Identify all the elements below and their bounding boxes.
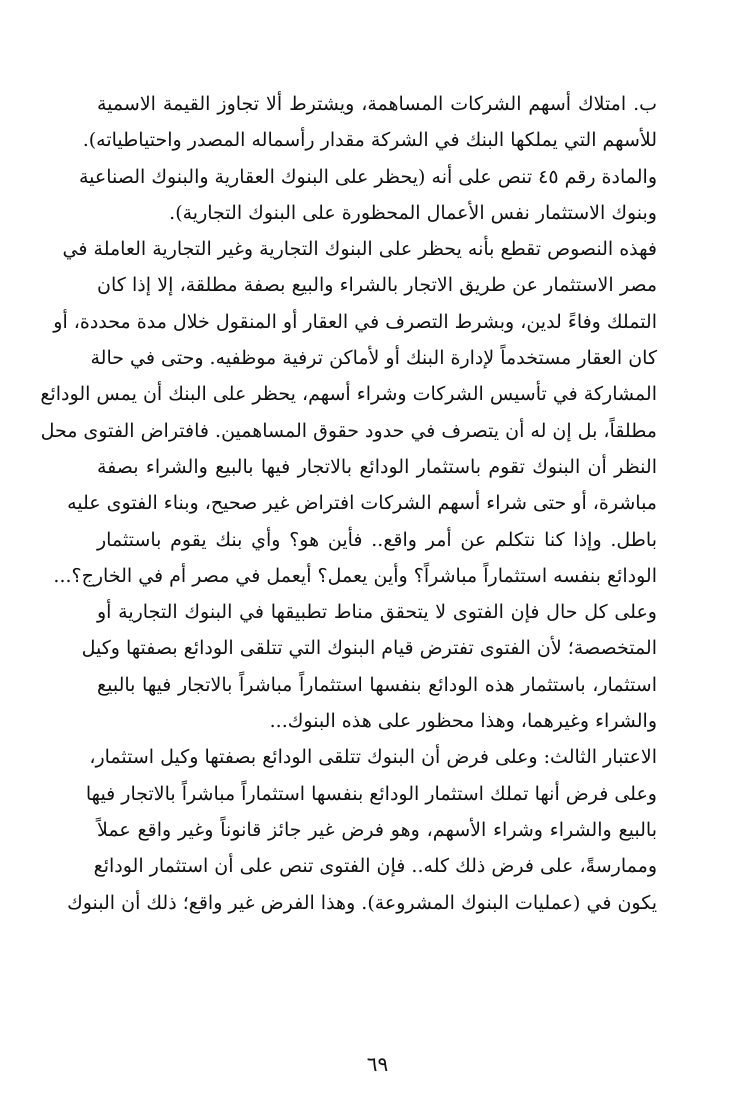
text-line: مصر الاستثمار عن طريق الاتجار بالشراء والبيع بصفة مطلقة، إلا إذا كان: [97, 274, 657, 297]
text-line: والمادة رقم ٤٥ تنص على أنه (يحظر على البنوك العقارية والبنوك الصناعية: [78, 165, 657, 188]
text-line: وعلى كل حال فإن الفتوى لا يتحقق مناط تطبيقها في البنوك التجارية أو: [97, 601, 657, 624]
text-line: كان العقار مستخدماً لإدارة البنك أو لأماكن ترفية موظفيه. وحتى في حالة: [90, 347, 657, 370]
text-line: الودائع بنفسه استثماراً مباشراً؟ وأين يعمل؟ أيعمل في مصر أم في الخارج؟...: [53, 564, 657, 587]
text-line: استثمار، باستثمار هذه الودائع بنفسها استثماراً مباشراً بالاتجار فيها بالبيع: [97, 673, 657, 696]
text-line: باطل. وإذا كنا نتكلم عن أمر واقع.. فأين هو؟ وأي بنك يقوم باستثمار: [97, 528, 657, 551]
text-line: وعلى فرض أنها تملك استثمار الودائع بنفسها استثماراً مباشراً بالاتجار فيها: [85, 782, 657, 805]
text-line: وممارسةً، على فرض ذلك كله.. فإن الفتوى تنص على أن استثمار الودائع: [93, 855, 657, 878]
text-line: ب. امتلاك أسهم الشركات المساهمة، ويشترط ألا تجاوز القيمة الاسمية: [97, 93, 657, 115]
body-text: [40, 86, 657, 921]
text-line: بالبيع والشراء وشراء الأسهم، وهو فرض غير جائز قانوناً وغير واقع عملاً: [97, 818, 657, 841]
text-line: الاعتبار الثالث: وعلى فرض أن البنوك تتلقى الودائع بصفتها وكيل استثمار،: [89, 746, 657, 769]
text-line: يكون في (عمليات البنوك المشروعة). وهذا الفرض غير واقع؛ ذلك أن البنوك: [67, 891, 657, 914]
page-number: ٦٩: [366, 1052, 389, 1076]
text-line: فهذه النصوص تقطع بأنه يحظر على البنوك التجارية وغير التجارية العاملة في: [62, 238, 657, 261]
text-line: التملك وفاءً لدين، وبشرط التصرف في العقار أو المنقول خلال مدة محددة، أو: [53, 310, 657, 333]
text-line: والشراء وغيرهما، وهذا محظور على هذه البنوك...: [269, 710, 657, 733]
text-line: مباشرة، أو حتى شراء أسهم الشركات افتراض غير صحيح، وبناء الفتوى عليه: [67, 492, 657, 515]
text-line: للأسهم التي يملكها البنك في الشركة مقدار رأسماله المصدر واحتياطياته).: [82, 129, 657, 152]
text-line: النظر أن البنوك تقوم باستثمار الودائع بالاتجار فيها بالبيع والشراء بصفة: [97, 455, 657, 478]
text-line: وبنوك الاستثمار نفس الأعمال المحظورة على البنوك التجارية).: [169, 201, 657, 224]
text-line: المشاركة في تأسيس الشركات وشراء أسهم، يحظر على البنك أن يمس الودائع: [40, 383, 657, 406]
text-line: مطلقاً، بل إن له أن يتصرف في حدود حقوق المساهمين. فافتراض الفتوى محل: [40, 419, 657, 442]
text-line: المتخصصة؛ لأن الفتوى تفترض قيام البنوك التي تتلقى الودائع بصفتها وكيل: [81, 637, 657, 660]
